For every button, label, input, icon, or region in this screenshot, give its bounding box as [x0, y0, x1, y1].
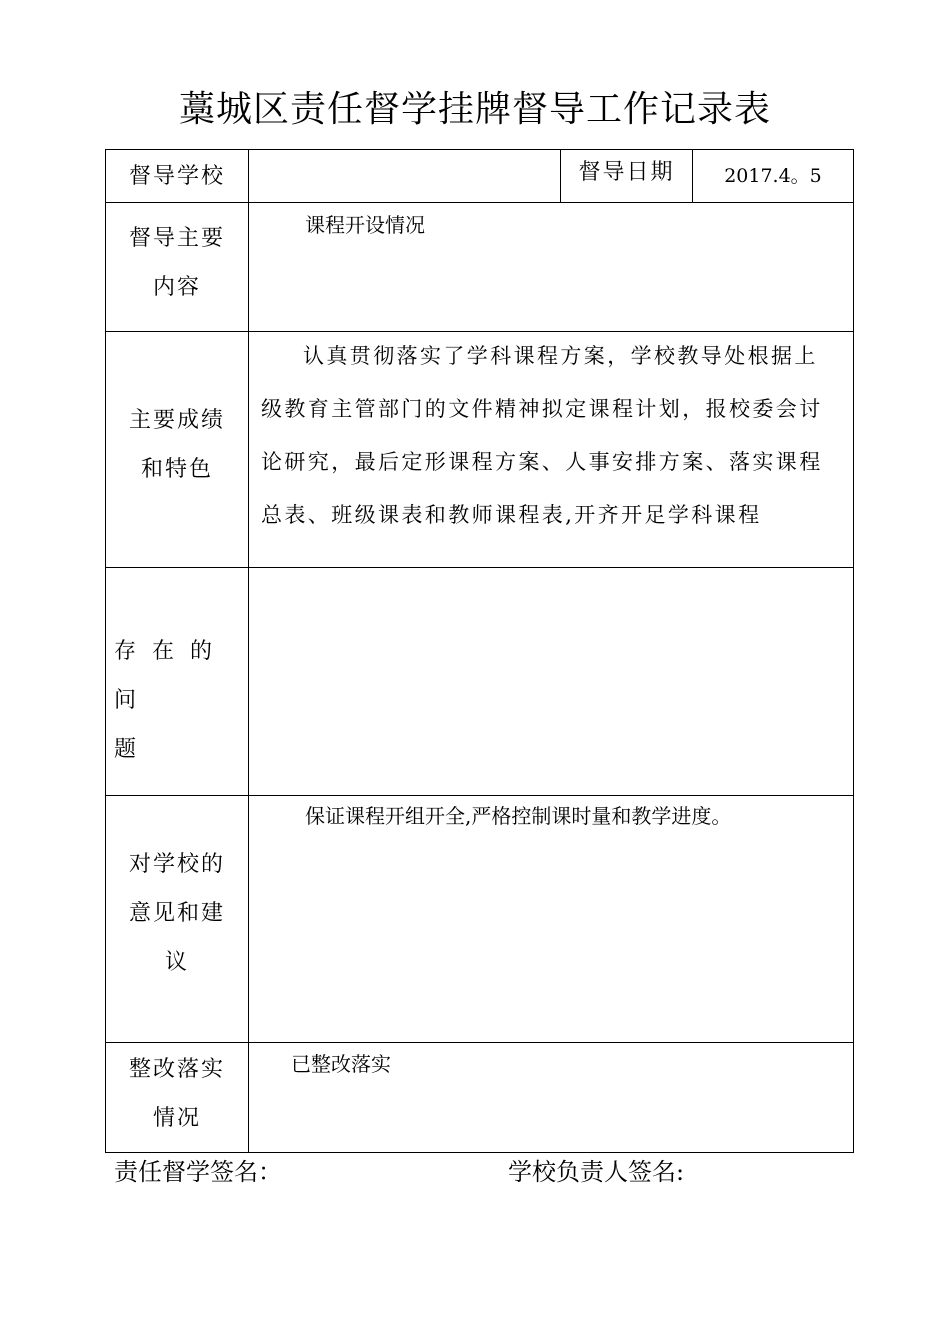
- achievements-label: 主要成绩 和特色: [128, 408, 225, 482]
- achievements-value: 认真贯彻落实了学科课程方案，学校教导处根据上级教育主管部门的文件精神拟定课程计划，报校委会讨论研究，最后定形课程方案、人事安排方案、落实课程总表、班级课表和教师课程表,开齐开足学科课程: [261, 344, 823, 527]
- rectification-label: 整改落实 情况: [128, 1057, 225, 1131]
- school-value: [249, 150, 560, 202]
- school-label: 督导学校: [128, 163, 225, 189]
- date-label: 督导日期: [578, 159, 675, 185]
- suggestions-label: 对学校的 意见和建 议: [128, 851, 225, 975]
- main-content-value: 课程开设情况: [305, 213, 425, 237]
- principal-signature-label: 学校负责人签名:: [508, 1158, 685, 1186]
- document-title: 藁城区责任督学挂牌督导工作记录表: [178, 89, 771, 130]
- suggestions-value: 保证课程开组开全,严格控制课时量和教学进度。: [305, 804, 732, 828]
- problems-label: 存在的问 题: [114, 639, 229, 762]
- rectification-value: 已整改落实: [291, 1052, 391, 1076]
- main-content-label: 督导主要 内容: [128, 226, 225, 300]
- problems-value: [249, 568, 853, 794]
- supervisor-signature-label: 责任督学签名：: [114, 1158, 282, 1186]
- date-value: 2017.4。5: [724, 164, 822, 187]
